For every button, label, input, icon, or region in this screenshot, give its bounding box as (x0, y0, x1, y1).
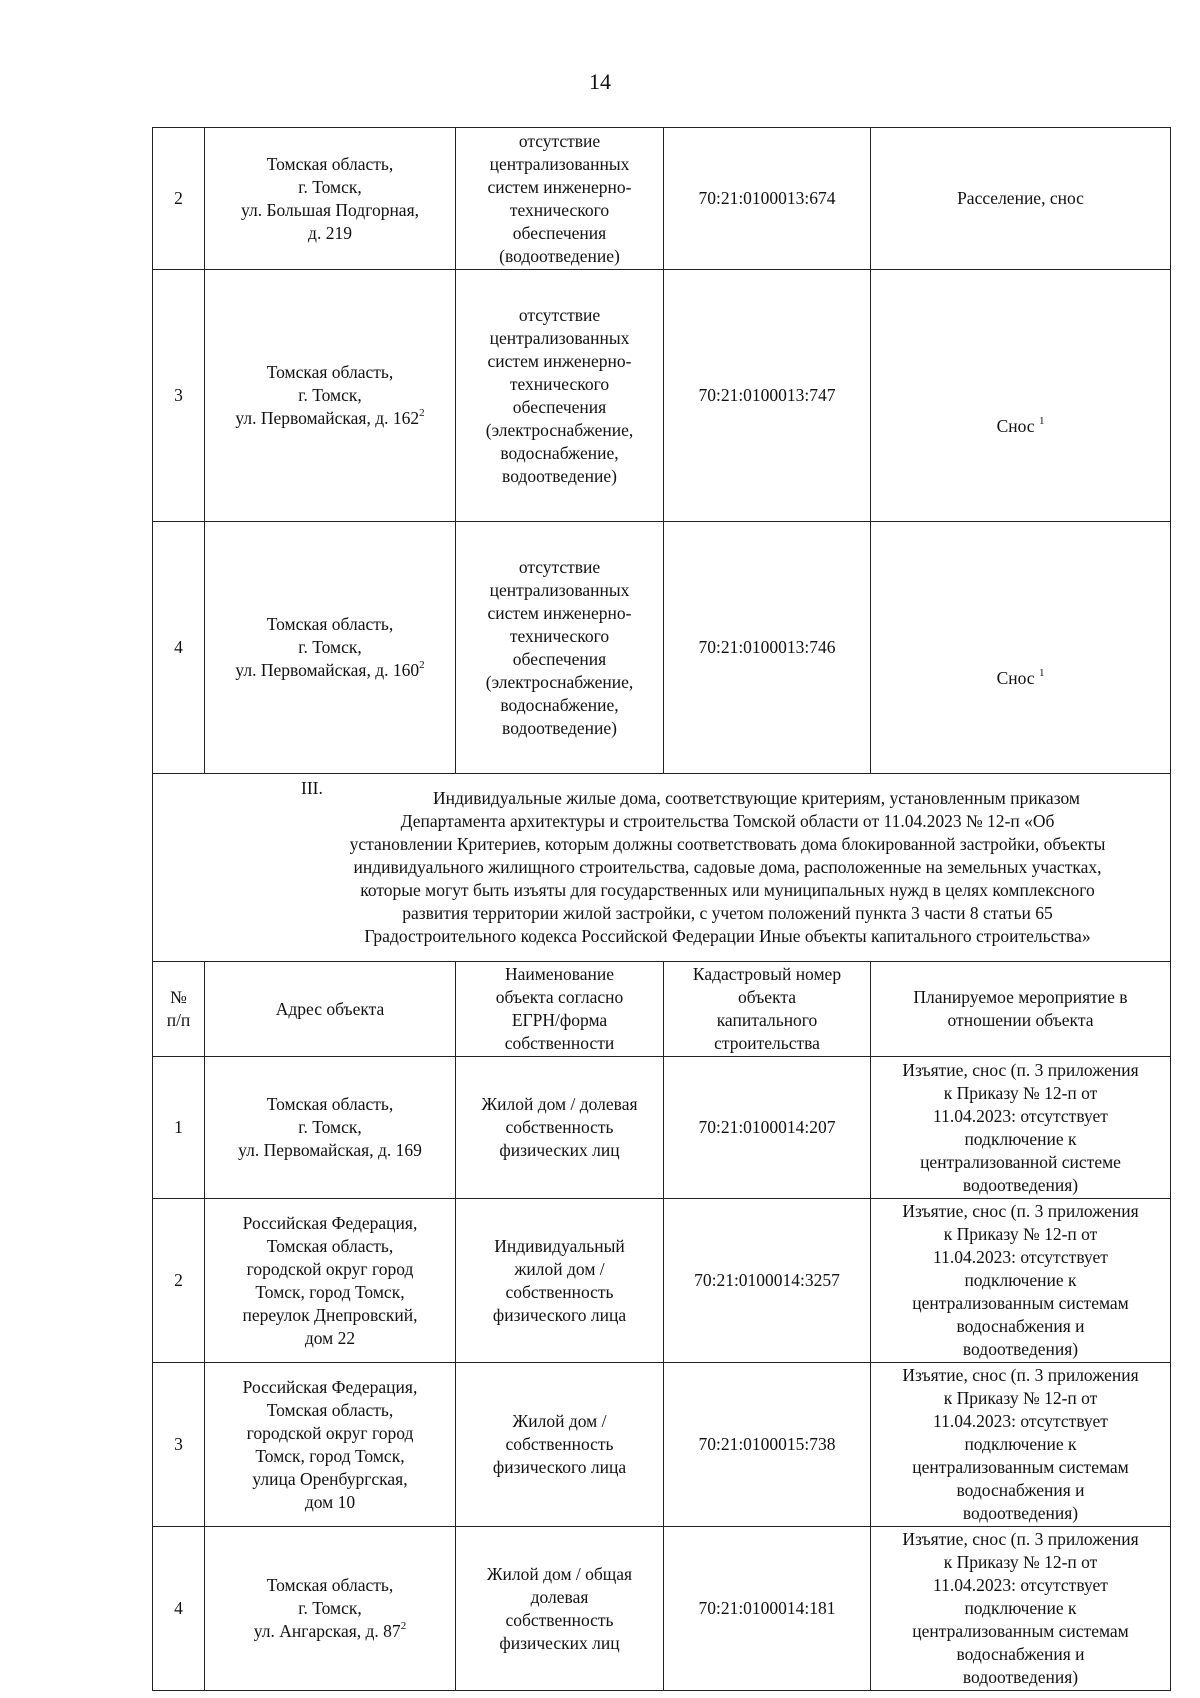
object-address: Томская область, г. Томск, ул. Первомайская, д. $162^2$ (205, 270, 456, 522)
header-planned-action: Планируемое мероприятие в отношении объекта (871, 962, 1171, 1057)
object-name: Жилой дом / долевая собственность физических лиц (456, 1057, 664, 1199)
section-heading-row (153, 774, 1171, 962)
row-number: 4 (153, 522, 205, 774)
row-number: 3 (153, 270, 205, 522)
object-reason: отсутствие централизованных систем инженерно- технического обеспечения (электроснабжение, водоснабжение, водоотведение) (456, 522, 664, 774)
page-number: 14 (589, 69, 611, 94)
table-row (153, 1199, 1171, 1363)
row-number: 2 (153, 1199, 205, 1363)
table-row (153, 270, 1171, 522)
section-title-rest: Департамента архитектуры и строительства Томской области от 11.04.2023 № 12-п «Об установлении Критериев, которым должны соответствовать дома блокированной застройки, объекты индивидуального жилищного строительства, садовые дома, расположенные на земельных участках, которые могут быть изъяты для государственных или муниципальных нужд в целях комплексного развития территории жилой застройки, с учетом положений пункта 3 части 8 статьи 65 Градостроительного кодекса Российской Федерации Иные объекты капитального строительства» (349, 811, 1106, 946)
cadastral-number: 70:21:0100014:181 (664, 1527, 871, 1691)
object-address: Томская область, г. Томск, ул. Первомайская, д. $160^2$ (205, 522, 456, 774)
table-header-row (153, 962, 1171, 1057)
object-address: Российская Федерация, Томская область, городской округ город Томск, город Томск, переулок Днепровский, дом 22 (205, 1199, 456, 1363)
object-address: Томская область, г. Томск, ул. Ангарская, д. $87^2$ (205, 1527, 456, 1691)
planned-action: Изъятие, снос (п. 3 приложения к Приказу № 12-п от 11.04.2023: отсутствует подключение к централизованным системам водоснабжения и водоотведения) (871, 1527, 1171, 1691)
row-number: 1 (153, 1057, 205, 1199)
table-row (153, 1057, 1171, 1199)
planned-action: Изъятие, снос (п. 3 приложения к Приказу № 12-п от 11.04.2023: отсутствует подключение к централизованным системам водоснабжения и водоотведения) (871, 1199, 1171, 1363)
planned-action: Снос $^1$ (871, 270, 1171, 522)
planned-action: Изъятие, снос (п. 3 приложения к Приказу № 12-п от 11.04.2023: отсутствует подключение к централизованной системе водоотведения) (871, 1057, 1171, 1199)
header-number: № п/п (153, 962, 205, 1057)
object-name: Индивидуальный жилой дом / собственность физического лица (456, 1199, 664, 1363)
cadastral-number: 70:21:0100015:738 (664, 1363, 871, 1527)
cadastral-number: 70:21:0100014:207 (664, 1057, 871, 1199)
header-address: Адрес объекта (205, 962, 456, 1057)
header-object-name: Наименование объекта согласно ЕГРН/форма собственности (456, 962, 664, 1057)
objects-table (152, 127, 1171, 1691)
table-row (153, 128, 1171, 270)
object-reason: отсутствие централизованных систем инженерно- технического обеспечения (водоотведение) (456, 128, 664, 270)
row-number: 4 (153, 1527, 205, 1691)
section-number: III. (301, 778, 323, 798)
planned-action: Изъятие, снос (п. 3 приложения к Приказу № 12-п от 11.04.2023: отсутствует подключение к централизованным системам водоснабжения и водоотведения) (871, 1363, 1171, 1527)
row-number: 3 (153, 1363, 205, 1527)
object-address: Томская область, г. Томск, ул. Первомайская, д. 169 (205, 1057, 456, 1199)
table-row (153, 1527, 1171, 1691)
planned-action: Расселение, снос (871, 128, 1171, 270)
cadastral-number: 70:21:0100013:746 (664, 522, 871, 774)
cadastral-number: 70:21:0100013:747 (664, 270, 871, 522)
object-reason: отсутствие централизованных систем инженерно- технического обеспечения (электроснабжение, водоснабжение, водоотведение) (456, 270, 664, 522)
object-name: Жилой дом / собственность физического лица (456, 1363, 664, 1527)
header-cadastral-number: Кадастровый номер объекта капитального строительства (664, 962, 871, 1057)
section-heading (153, 774, 1171, 962)
table-row (153, 522, 1171, 774)
table-row (153, 1363, 1171, 1527)
object-name: Жилой дом / общая долевая собственность физических лиц (456, 1527, 664, 1691)
object-address: Российская Федерация, Томская область, городской округ город Томск, город Томск, улица Оренбургская, дом 10 (205, 1363, 456, 1527)
section-title-first-line: Индивидуальные жилые дома, соответствующие критериям, установленным приказом (432, 788, 1080, 808)
cadastral-number: 70:21:0100013:674 (664, 128, 871, 270)
row-number: 2 (153, 128, 205, 270)
object-address: Томская область, г. Томск, ул. Большая Подгорная, д. 219 (205, 128, 456, 270)
planned-action: Снос $^1$ (871, 522, 1171, 774)
cadastral-number: 70:21:0100014:3257 (664, 1199, 871, 1363)
